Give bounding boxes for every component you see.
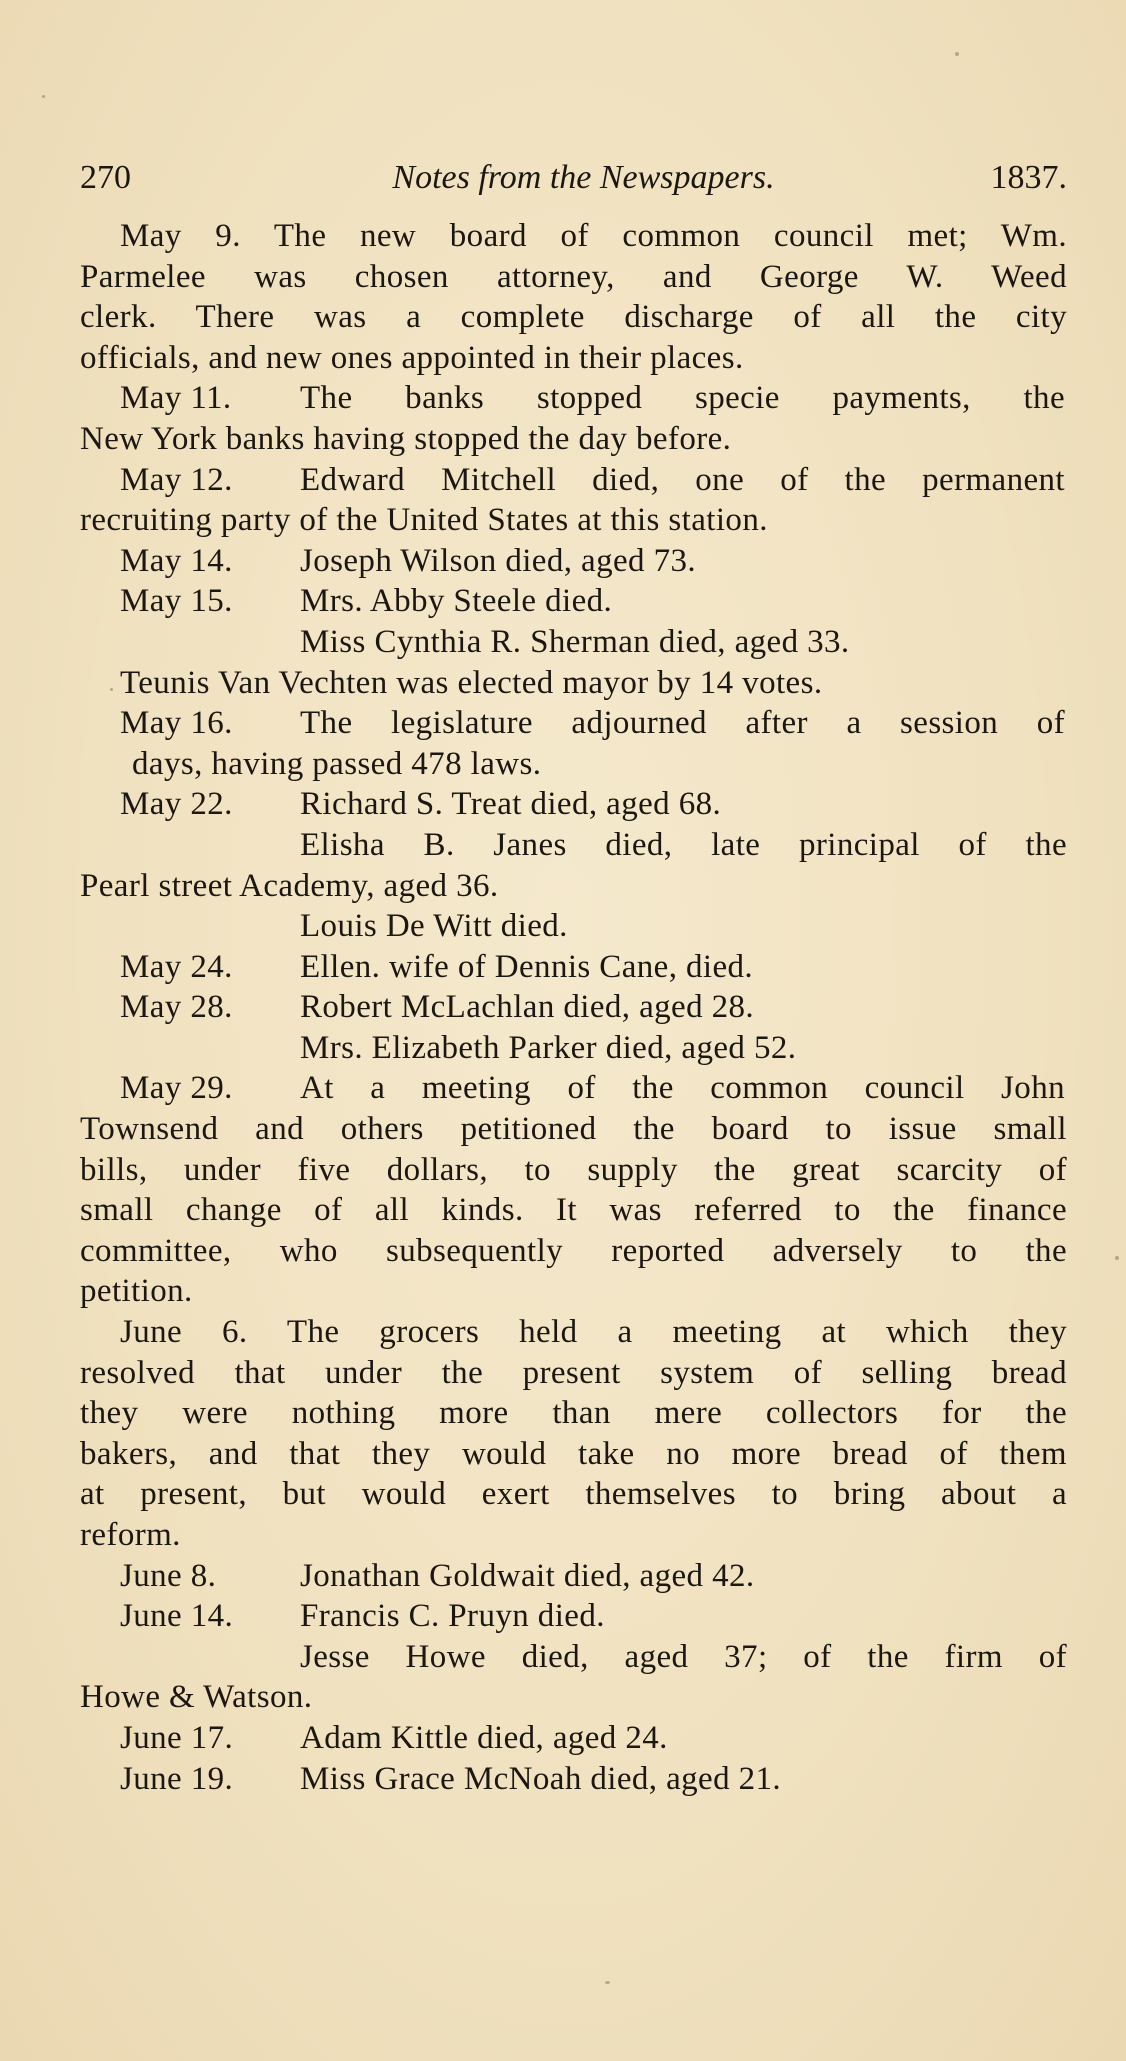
entry-date: May 24.	[120, 948, 233, 985]
line-text: Mrs. Abby Steele died.	[300, 583, 613, 620]
text-line	[80, 419, 1067, 460]
line-text: Miss Cynthia R. Sherman died, aged 33.	[300, 623, 850, 660]
text-line	[80, 703, 1067, 744]
line-text: small change of all kinds. It was referred to the finance	[80, 1192, 1067, 1229]
text-line	[80, 1677, 1067, 1718]
text-line	[80, 1190, 1067, 1231]
paper-speck	[605, 1981, 610, 1984]
line-text: The legislature adjourned after a session of	[300, 705, 1065, 742]
line-text: reform.	[80, 1517, 181, 1553]
line-text: Pearl street Academy, aged 36.	[80, 867, 499, 904]
text-line	[80, 1393, 1067, 1434]
entry-date: May 11.	[120, 380, 232, 417]
line-text: Parmelee was chosen attorney, and George W. Weed	[80, 258, 1067, 295]
text-line	[80, 1556, 1067, 1597]
line-text: Jesse Howe died, aged 37; of the firm of	[300, 1638, 1067, 1675]
text-line	[80, 825, 1067, 866]
line-text: bakers, and that they would take no more bread of them	[80, 1435, 1067, 1472]
running-title: Notes from the Newspapers.	[392, 159, 775, 196]
line-text: Elisha B. Janes died, late principal of the	[300, 826, 1067, 863]
line-text: they were nothing more than mere collectors for the	[80, 1395, 1067, 1432]
text-line	[80, 1312, 1067, 1353]
text-line	[80, 622, 1067, 663]
line-text: resolved that under the present system of selling bread	[80, 1354, 1067, 1391]
text-line	[80, 744, 1067, 785]
entry-date: May 28.	[120, 989, 233, 1026]
line-text: bills, under five dollars, to supply the great scarcity of	[80, 1151, 1067, 1188]
entry-date: May 14.	[120, 542, 233, 579]
page-text	[80, 216, 1067, 1799]
line-text: At a meeting of the common council John	[300, 1070, 1065, 1107]
text-line	[80, 663, 1067, 704]
line-text: days, having passed 478 laws.	[132, 745, 542, 782]
entry-date: May 16.	[120, 705, 233, 742]
line-text: New York banks having stopped the day before.	[80, 420, 732, 457]
line-text: recruiting party of the United States at this station.	[80, 502, 768, 539]
text-line	[80, 257, 1067, 298]
entry-date: June 14.	[120, 1598, 234, 1635]
line-text: Howe & Watson.	[80, 1679, 313, 1716]
text-line	[80, 1353, 1067, 1394]
line-text: June 6. The grocers held a meeting at which they	[120, 1314, 1067, 1351]
text-line	[80, 338, 1067, 379]
text-line	[80, 216, 1067, 257]
text-line	[80, 581, 1067, 622]
entry-date: May 29.	[120, 1070, 233, 1107]
line-text: Ellen. wife of Dennis Cane, died.	[300, 948, 754, 985]
paper-speck	[1115, 1256, 1119, 1260]
text-line	[80, 1434, 1067, 1475]
line-text: Teunis Van Vechten was elected mayor by 14 votes.	[120, 664, 823, 701]
line-text: Jonathan Goldwait died, aged 42.	[300, 1557, 755, 1594]
text-line	[80, 378, 1067, 419]
line-text: Louis De Witt died.	[300, 908, 568, 945]
text-line	[80, 541, 1067, 582]
line-text: Townsend and others petitioned the board to issue small	[80, 1111, 1067, 1148]
text-line	[80, 460, 1067, 501]
line-text: petition.	[80, 1273, 193, 1310]
line-text: May 9. The new board of common council met; Wm.	[120, 218, 1067, 254]
text-line	[80, 1271, 1067, 1312]
entry-date: June 17.	[120, 1719, 234, 1756]
running-header	[80, 150, 1067, 206]
line-text: at present, but would exert themselves to bring about a	[80, 1476, 1067, 1513]
line-text: Robert McLachlan died, aged 28.	[300, 989, 755, 1026]
paper-speck	[42, 95, 45, 98]
text-line	[80, 500, 1067, 541]
text-line	[80, 1718, 1067, 1759]
line-text: committee, who subsequently reported adversely to the	[80, 1232, 1067, 1269]
text-line	[80, 1759, 1067, 1800]
line-text: clerk. There was a complete discharge of all the city	[80, 299, 1067, 336]
line-text: Richard S. Treat died, aged 68.	[300, 786, 722, 823]
line-text: Edward Mitchell died, one of the permanent	[300, 461, 1065, 498]
text-line	[80, 1596, 1067, 1637]
entry-date: May 22.	[120, 786, 233, 823]
page-number: 270	[80, 159, 131, 196]
line-text: Mrs. Elizabeth Parker died, aged 52.	[300, 1029, 797, 1066]
text-line	[80, 1028, 1067, 1069]
text-line	[80, 1068, 1067, 1109]
entry-date: June 19.	[120, 1760, 234, 1797]
entry-date: May 12.	[120, 461, 233, 498]
entry-date: May 15.	[120, 583, 233, 620]
text-line	[80, 784, 1067, 825]
text-line	[80, 1637, 1067, 1678]
entry-date: June 8.	[120, 1557, 217, 1594]
text-line	[80, 1109, 1067, 1150]
text-line	[80, 906, 1067, 947]
text-line	[80, 1150, 1067, 1191]
text-line	[80, 1231, 1067, 1272]
line-text: officials, and new ones appointed in their places.	[80, 339, 744, 376]
line-text: Miss Grace McNoah died, aged 21.	[300, 1760, 782, 1797]
text-line	[80, 987, 1067, 1028]
line-text: Joseph Wilson died, aged 73.	[300, 542, 697, 579]
text-line	[80, 866, 1067, 907]
text-line	[80, 297, 1067, 338]
header-year: 1837.	[990, 159, 1067, 196]
line-text: The banks stopped specie payments, the	[300, 380, 1065, 417]
line-text: Adam Kittle died, aged 24.	[300, 1719, 668, 1756]
book-page	[80, 150, 1067, 1799]
line-text: Francis C. Pruyn died.	[300, 1598, 605, 1635]
text-line	[80, 1474, 1067, 1515]
paper-speck	[955, 52, 959, 56]
text-line	[80, 947, 1067, 988]
text-line	[80, 1515, 1067, 1556]
